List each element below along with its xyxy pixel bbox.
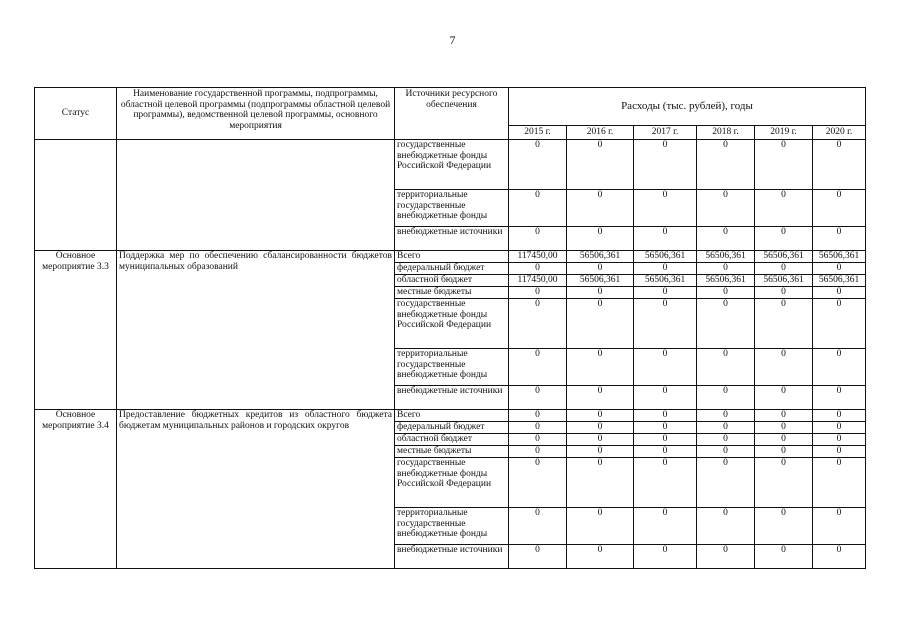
table-row [35, 251, 866, 263]
status-cell [35, 140, 117, 251]
value-cell: 0 [697, 349, 755, 386]
value-cell: 0 [509, 299, 567, 349]
value-cell: 0 [634, 349, 697, 386]
resource-table [34, 87, 866, 569]
value-cell: 0 [697, 299, 755, 349]
value-cell: 0 [634, 263, 697, 275]
value-cell: 0 [634, 287, 697, 299]
value-cell: 0 [567, 299, 634, 349]
value-cell: 0 [813, 263, 866, 275]
value-cell: 0 [567, 227, 634, 251]
source-cell: областной бюджет [395, 275, 509, 287]
value-cell: 0 [567, 140, 634, 190]
table-row [35, 410, 866, 422]
value-cell: 0 [813, 422, 866, 434]
value-cell: 56506,361 [567, 275, 634, 287]
value-cell: 0 [567, 190, 634, 227]
value-cell: 0 [755, 386, 813, 410]
value-cell: 56506,361 [697, 251, 755, 263]
value-cell: 0 [755, 287, 813, 299]
value-cell: 0 [509, 508, 567, 545]
source-cell: территориальные государственные внебюджетные фонды [395, 349, 509, 386]
value-cell: 0 [697, 140, 755, 190]
source-cell: областной бюджет [395, 434, 509, 446]
value-cell: 0 [697, 410, 755, 422]
value-cell: 56506,361 [634, 275, 697, 287]
year-header: 2016 г. [567, 126, 634, 140]
measure-name-cell: Поддержка мер по обеспечению сбалансированности бюджетов муниципальных образований [117, 251, 395, 410]
value-cell: 117450,00 [509, 275, 567, 287]
value-cell: 0 [755, 140, 813, 190]
value-cell: 0 [509, 545, 567, 569]
value-cell: 0 [697, 227, 755, 251]
status-cell: Основное мероприятие 3.4 [35, 410, 117, 569]
header-sources: Источники ресурсного обеспечения [395, 88, 509, 140]
value-cell: 0 [755, 299, 813, 349]
value-cell: 0 [509, 140, 567, 190]
value-cell: 0 [509, 422, 567, 434]
value-cell: 0 [567, 410, 634, 422]
source-cell: государственные внебюджетные фонды Российской Федерации [395, 140, 509, 190]
value-cell: 0 [567, 434, 634, 446]
value-cell: 0 [634, 386, 697, 410]
value-cell: 0 [509, 386, 567, 410]
source-cell: государственные внебюджетные фонды Российской Федерации [395, 299, 509, 349]
value-cell: 0 [697, 545, 755, 569]
value-cell: 0 [755, 545, 813, 569]
value-cell: 0 [697, 434, 755, 446]
value-cell: 0 [567, 386, 634, 410]
source-cell: внебюджетные источники [395, 227, 509, 251]
value-cell: 0 [567, 422, 634, 434]
value-cell: 0 [509, 410, 567, 422]
value-cell: 0 [634, 545, 697, 569]
value-cell: 0 [813, 508, 866, 545]
value-cell: 0 [509, 227, 567, 251]
value-cell: 0 [509, 434, 567, 446]
value-cell: 0 [634, 227, 697, 251]
value-cell: 56506,361 [755, 251, 813, 263]
source-cell: федеральный бюджет [395, 263, 509, 275]
source-cell: территориальные государственные внебюджетные фонды [395, 190, 509, 227]
source-cell: федеральный бюджет [395, 422, 509, 434]
value-cell: 0 [697, 386, 755, 410]
value-cell: 0 [813, 434, 866, 446]
value-cell: 0 [567, 287, 634, 299]
value-cell: 0 [634, 410, 697, 422]
value-cell: 0 [813, 349, 866, 386]
value-cell: 0 [697, 446, 755, 458]
header-expenses: Расходы (тыс. рублей), годы [509, 88, 866, 126]
value-cell: 0 [813, 458, 866, 508]
table-row [35, 140, 866, 190]
value-cell: 0 [509, 263, 567, 275]
value-cell: 0 [567, 349, 634, 386]
value-cell: 0 [567, 545, 634, 569]
value-cell: 0 [634, 458, 697, 508]
status-cell: Основное мероприятие 3.3 [35, 251, 117, 410]
value-cell: 56506,361 [813, 251, 866, 263]
value-cell: 0 [755, 434, 813, 446]
value-cell: 56506,361 [697, 275, 755, 287]
year-header: 2018 г. [697, 126, 755, 140]
value-cell: 0 [509, 458, 567, 508]
value-cell: 0 [755, 227, 813, 251]
value-cell: 0 [509, 349, 567, 386]
value-cell: 0 [813, 299, 866, 349]
value-cell: 0 [697, 458, 755, 508]
value-cell: 0 [697, 508, 755, 545]
value-cell: 0 [813, 545, 866, 569]
value-cell: 0 [567, 508, 634, 545]
source-cell: территориальные государственные внебюджетные фонды [395, 508, 509, 545]
measure-name-cell: Предоставление бюджетных кредитов из областного бюджета бюджетам муниципальных районов и городских округов [117, 410, 395, 569]
value-cell: 56506,361 [634, 251, 697, 263]
value-cell: 0 [755, 190, 813, 227]
header-status: Статус [35, 88, 117, 140]
value-cell: 0 [634, 299, 697, 349]
value-cell: 0 [634, 446, 697, 458]
source-cell: местные бюджеты [395, 287, 509, 299]
year-header: 2019 г. [755, 126, 813, 140]
value-cell: 0 [755, 458, 813, 508]
value-cell: 0 [813, 386, 866, 410]
value-cell: 0 [634, 140, 697, 190]
value-cell: 0 [813, 287, 866, 299]
source-cell: внебюджетные источники [395, 545, 509, 569]
value-cell: 0 [755, 508, 813, 545]
value-cell: 0 [697, 422, 755, 434]
source-cell: Всего [395, 410, 509, 422]
value-cell: 56506,361 [755, 275, 813, 287]
value-cell: 0 [697, 190, 755, 227]
value-cell: 0 [634, 508, 697, 545]
source-cell: местные бюджеты [395, 446, 509, 458]
value-cell: 0 [755, 410, 813, 422]
value-cell: 0 [634, 422, 697, 434]
value-cell: 0 [813, 410, 866, 422]
value-cell: 0 [567, 446, 634, 458]
value-cell: 56506,361 [567, 251, 634, 263]
value-cell: 0 [634, 190, 697, 227]
page-number: 7 [449, 33, 456, 47]
value-cell: 0 [509, 190, 567, 227]
value-cell: 0 [755, 446, 813, 458]
source-cell: Всего [395, 251, 509, 263]
value-cell: 0 [509, 446, 567, 458]
header-name: Наименование государственной программы, подпрограммы, областной целевой программы (подпрограммы областной целевой программы), ведомственной целевой программы, основного мероприятия [117, 88, 395, 140]
value-cell: 0 [755, 349, 813, 386]
year-header: 2020 г. [813, 126, 866, 140]
value-cell: 0 [755, 422, 813, 434]
value-cell: 0 [567, 458, 634, 508]
value-cell: 0 [634, 434, 697, 446]
value-cell: 0 [697, 263, 755, 275]
value-cell: 0 [813, 446, 866, 458]
value-cell: 0 [813, 190, 866, 227]
year-header: 2015 г. [509, 126, 567, 140]
value-cell: 0 [697, 287, 755, 299]
value-cell: 117450,00 [509, 251, 567, 263]
value-cell: 0 [813, 227, 866, 251]
value-cell: 0 [755, 263, 813, 275]
source-cell: внебюджетные источники [395, 386, 509, 410]
value-cell: 0 [567, 263, 634, 275]
source-cell: государственные внебюджетные фонды Российской Федерации [395, 458, 509, 508]
measure-name-cell [117, 140, 395, 251]
year-header: 2017 г. [634, 126, 697, 140]
value-cell: 56506,361 [813, 275, 866, 287]
value-cell: 0 [813, 140, 866, 190]
value-cell: 0 [509, 287, 567, 299]
